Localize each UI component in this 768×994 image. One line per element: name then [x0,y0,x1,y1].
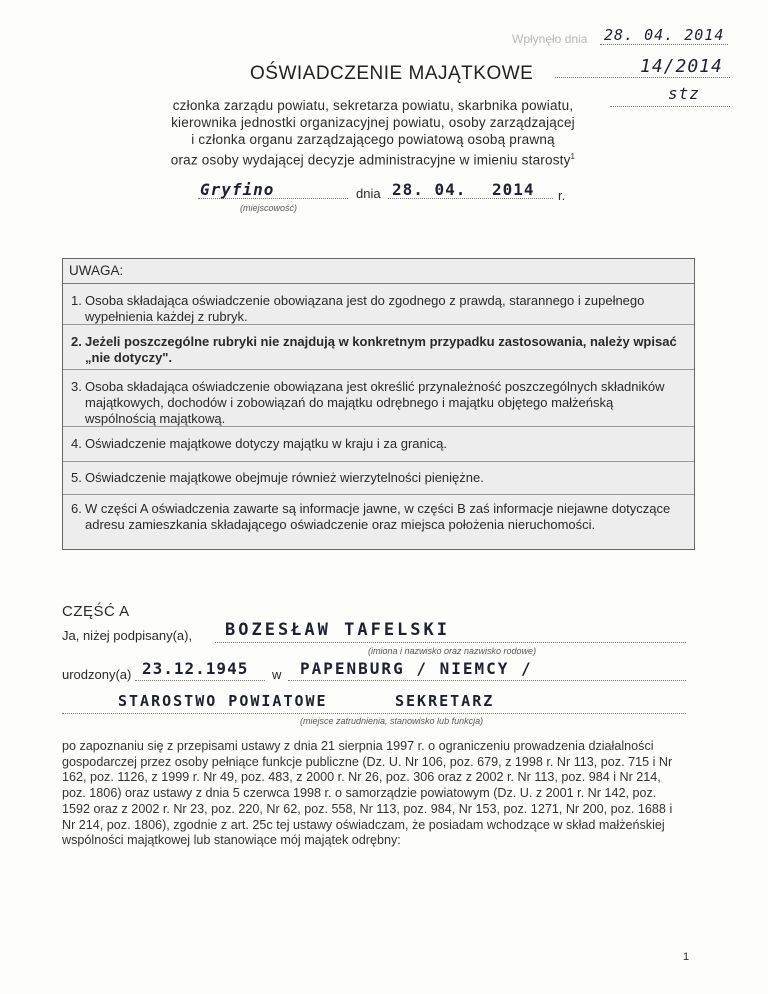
born-place-line [288,680,686,681]
notice-item-text: Jeżeli poszczególne rubryki nie znajdują w konkretnym przypadku zastosowania, należy wpisać „nie dotyczy". [85,334,677,365]
date-label: dnia [356,186,381,201]
date-value: 28. 04. [392,180,467,199]
subtitle-line: członka zarządu powiatu, sekretarza powiatu, skarbnika powiatu, [172,98,574,113]
footnote-ref: 1 [570,152,576,161]
notice-item [63,462,694,495]
notice-box [62,258,695,550]
subtitle-line [138,148,608,169]
received-line [600,44,728,45]
notice-item-number: 5. [71,470,82,485]
subtitle-line-text: oraz osoby wydającej decyzje administracyjne w imieniu starosty [170,152,571,168]
number-line [555,77,730,78]
in-label: w [272,667,282,682]
name-value: BOZESŁAW TAFELSKI [225,620,450,640]
born-date-line [135,680,265,681]
notice-item-number: 1. [71,293,82,308]
place-value: Gryfino [200,180,275,199]
notice-item-text: Osoba składająca oświadczenie obowiązana jest określić przynależność poszczególnych składników majątkowych, dochodów i zobowiązań do majątku odrębnego i majątku objętego małżeńską wspólnością majątkową. [85,379,665,426]
year-suffix: r. [558,188,566,203]
initials-value: stz [668,84,700,103]
received-date-value: 28. 04. 2014 [604,26,725,44]
notice-item [63,325,694,370]
notice-item-text: Oświadczenie majątkowe obejmuje również wierzytelności pieniężne. [85,470,484,485]
name-caption: (imiona i nazwisko oraz nazwisko rodowe) [368,646,537,656]
notice-item-number: 2. [71,334,82,349]
signed-label: Ja, niżej podpisany(a), [62,628,193,643]
position-value: SEKRETARZ [395,692,495,710]
notice-item [63,495,694,549]
notice-item-number: 3. [71,379,82,394]
document-number-value: 14/2014 [640,56,723,77]
workplace-value: STAROSTWO POWIATOWE [118,692,328,710]
initials-line [610,106,730,107]
received-label: Wpłynęło dnia [512,32,588,46]
born-label: urodzony(a) [62,667,132,682]
page-title: OŚWIADCZENIE MAJĄTKOWE [250,63,534,84]
page-number: 1 [683,951,690,963]
subtitle-line: kierownika jednostki organizacyjnej powiatu, osoby zarządzającej [171,115,575,130]
notice-item-text: Oświadczenie majątkowe dotyczy majątku w kraju i za granicą. [85,436,447,451]
notice-item-text: W części A oświadczenia zawarte są informacje jawne, w części B zaś informacje niejawne dotyczące adresu zamieszkania składającego oświadczenie oraz miejsca położenia nieruchomości. [85,501,671,532]
subtitle [138,97,608,169]
part-a-heading: CZĘŚĆ A [62,603,130,620]
notice-header [63,259,694,284]
workplace-line [62,713,686,714]
notice-item-number: 4. [71,436,82,451]
work-caption: (miejsce zatrudnienia, stanowisko lub funkcja) [300,716,484,726]
notice-item-number: 6. [71,501,82,516]
name-line [215,642,686,643]
notice-item-text: Osoba składająca oświadczenie obowiązana jest do zgodnego z prawdą, starannego i zupełnego wypełnienia każdej z rubryk. [85,293,645,324]
born-place-value: PAPENBURG / NIEMCY / [300,659,533,678]
notice-item [63,370,694,427]
declaration-text: po zapoznaniu się z przepisami ustawy z dnia 21 sierpnia 1997 r. o ograniczeniu prowadzenia działalności gospodarczej przez osoby pełniące funkcje publiczne (Dz. U. Nr 106, poz. 679, z 1998 r. Nr 113, poz. 715 i Nr 162, poz. 1126, z 1999 r. Nr 49, poz. 483, z 2000 r. Nr 26, poz. 306 oraz z 2002 r. Nr 113, poz. 984 i Nr 214, poz. 1806) oraz ustawy z dnia 5 czerwca 1998 r. o samorządzie powiatowym (Dz. U. z 2001 r. Nr 142, poz. 1592 oraz z 2002 r. Nr 23, poz. 220, Nr 62, poz. 558, Nr 113, poz. 984, Nr 153, poz. 1271, Nr 200, poz. 1688 i Nr 214, poz. 1806), zgodnie z art. 25c tej ustawy oświadczam, że posiadam wchodzące w skład małżeńskiej wspólności majątkowej lub stanowiące mój majątek odrębny: [62,739,673,848]
notice-item [63,427,694,462]
notice-item [63,284,694,325]
year-value: 2014 [492,180,535,199]
subtitle-line: i członka organu zarządzającego powiatową osobą prawną [191,132,555,147]
notice-heading: UWAGA: [69,263,124,278]
place-caption: (miejscowość) [240,203,298,213]
born-date-value: 23.12.1945 [142,659,249,678]
